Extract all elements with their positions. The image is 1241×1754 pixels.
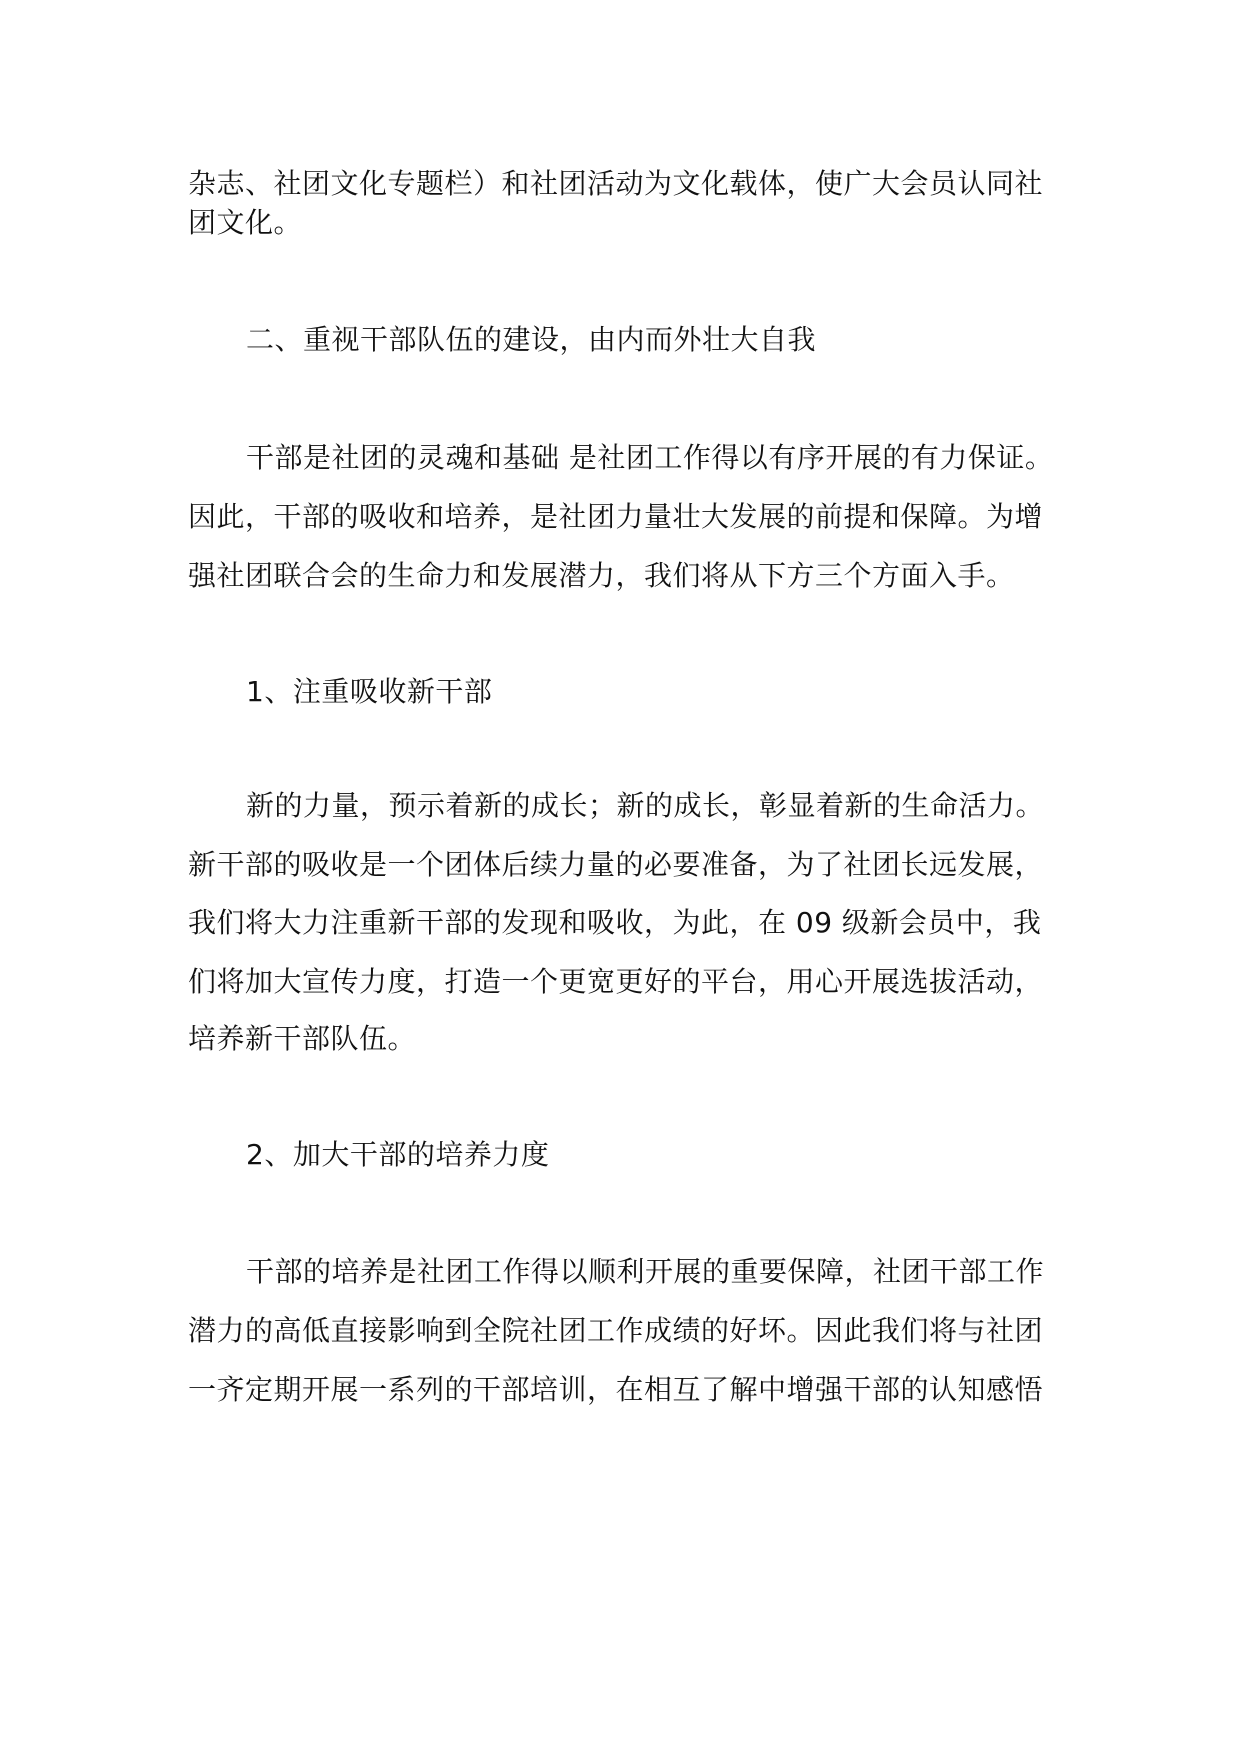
- paragraph-line: 们将加大宣传力度，打造一个更宽更好的平台，用心开展选拔活动，: [188, 965, 1044, 998]
- subsection-heading: 2、加大干部的培养力度: [246, 1138, 550, 1171]
- section-heading: 二、重视干部队伍的建设，由内而外壮大自我: [246, 323, 817, 356]
- subsection-heading: 1、注重吸收新干部: [246, 675, 493, 708]
- paragraph-line: 杂志、社团文化专题栏）和社团活动为文化载体，使广大会员认同社: [188, 167, 1044, 200]
- paragraph-line: 新干部的吸收是一个团体后续力量的必要准备，为了社团长远发展，: [188, 848, 1044, 881]
- paragraph-line: 干部是社团的灵魂和基础 是社团工作得以有序开展的有力保证。: [246, 441, 1054, 474]
- paragraph-line: 一齐定期开展一系列的干部培训，在相互了解中增强干部的认知感悟: [188, 1373, 1044, 1406]
- paragraph-line: 因此，干部的吸收和培养，是社团力量壮大发展的前提和保障。为增: [188, 500, 1044, 533]
- paragraph-line: 团文化。: [188, 206, 303, 239]
- paragraph-line: 我们将大力注重新干部的发现和吸收，为此，在 09 级新会员中，我: [188, 906, 1042, 939]
- paragraph-line: 干部的培养是社团工作得以顺利开展的重要保障，社团干部工作: [246, 1255, 1045, 1288]
- paragraph-line: 强社团联合会的生命力和发展潜力，我们将从下方三个方面入手。: [188, 559, 1015, 592]
- paragraph-line: 潜力的高低直接影响到全院社团工作成绩的好坏。因此我们将与社团: [188, 1314, 1044, 1347]
- paragraph-line: 新的力量，预示着新的成长；新的成长，彰显着新的生命活力。: [246, 789, 1045, 822]
- paragraph-line: 培养新干部队伍。: [188, 1022, 417, 1055]
